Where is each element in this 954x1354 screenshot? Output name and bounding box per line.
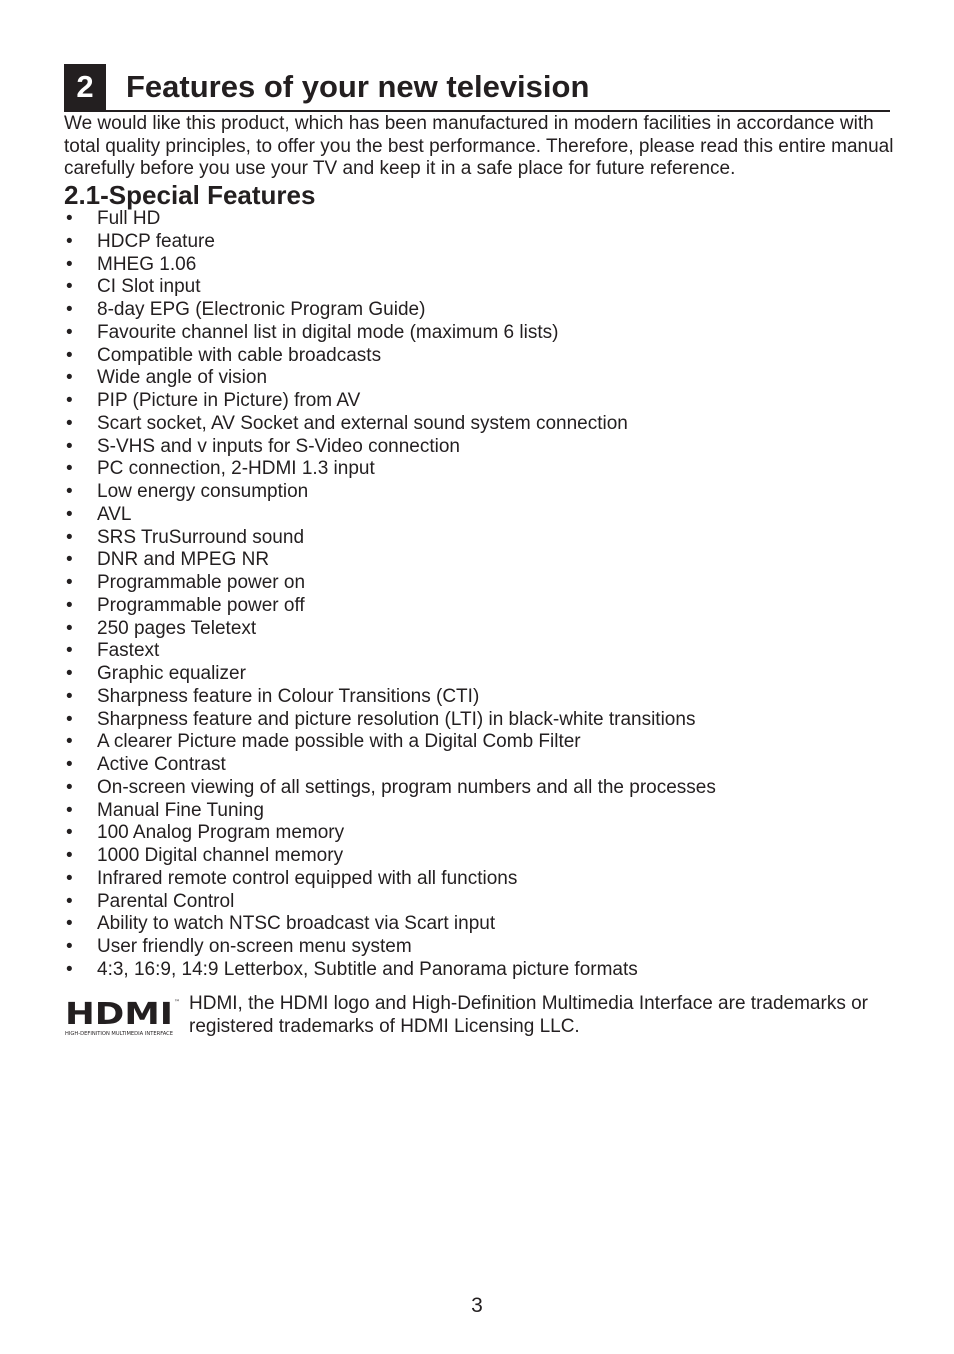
bullet-icon: • bbox=[66, 776, 73, 798]
feature-text: Parental Control bbox=[97, 890, 235, 912]
bullet-icon: • bbox=[66, 230, 73, 252]
feature-list-item bbox=[64, 504, 894, 527]
bullet-icon: • bbox=[66, 458, 73, 480]
feature-text: Sharpness feature and picture resolution (LTI) in black-white transitions bbox=[97, 708, 696, 730]
feature-text: MHEG 1.06 bbox=[97, 253, 197, 275]
bullet-icon: • bbox=[66, 572, 73, 593]
bullet-icon: • bbox=[66, 435, 73, 457]
bullet-icon: • bbox=[66, 503, 73, 525]
feature-list-item bbox=[64, 663, 894, 686]
feature-list-item bbox=[64, 891, 894, 914]
feature-text: Low energy consumption bbox=[97, 481, 309, 502]
bullet-icon: • bbox=[66, 845, 73, 866]
bullet-icon: • bbox=[66, 253, 73, 275]
feature-list-item bbox=[64, 913, 894, 936]
feature-text: S-VHS and v inputs for S-Video connection bbox=[97, 435, 460, 457]
bullet-icon: • bbox=[66, 412, 73, 434]
feature-list-item bbox=[64, 731, 894, 754]
feature-list-item bbox=[64, 481, 894, 504]
bullet-icon: • bbox=[66, 549, 73, 571]
bullet-icon: • bbox=[66, 276, 73, 298]
feature-list-item bbox=[64, 845, 894, 868]
feature-text: PIP (Picture in Picture) from AV bbox=[97, 390, 361, 411]
feature-list-item bbox=[64, 527, 894, 550]
bullet-icon: • bbox=[66, 299, 73, 320]
feature-list bbox=[64, 208, 894, 982]
feature-text: Compatible with cable broadcasts bbox=[97, 344, 382, 366]
feature-text: User friendly on-screen menu system bbox=[97, 936, 412, 957]
feature-text: 1000 Digital channel memory bbox=[97, 845, 344, 866]
bullet-icon: • bbox=[66, 754, 73, 775]
bullet-icon: • bbox=[66, 640, 73, 662]
feature-list-item bbox=[64, 572, 894, 595]
bullet-icon: • bbox=[66, 344, 73, 366]
feature-list-item bbox=[64, 777, 894, 800]
bullet-icon: • bbox=[66, 958, 73, 980]
feature-list-item bbox=[64, 754, 894, 777]
hdmi-logo-wordmark: HDMI bbox=[65, 997, 173, 1032]
feature-list-item bbox=[64, 436, 894, 459]
bullet-icon: • bbox=[66, 913, 73, 935]
feature-text: SRS TruSurround sound bbox=[97, 526, 305, 548]
feature-text: Full HD bbox=[97, 208, 161, 229]
hdmi-trademark-block bbox=[64, 993, 894, 1038]
feature-list-item bbox=[64, 595, 894, 618]
hdmi-logo-tm: ™ bbox=[174, 999, 180, 1006]
feature-text: 8-day EPG (Electronic Program Guide) bbox=[97, 299, 426, 320]
feature-text: 4:3, 16:9, 14:9 Letterbox, Subtitle and Panorama picture formats bbox=[97, 958, 638, 980]
feature-text: Wide angle of vision bbox=[97, 367, 268, 389]
feature-list-item bbox=[64, 686, 894, 709]
bullet-icon: • bbox=[66, 481, 73, 502]
bullet-icon: • bbox=[66, 390, 73, 411]
feature-text: PC connection, 2-HDMI 1.3 input bbox=[97, 458, 375, 480]
feature-list-item bbox=[64, 868, 894, 891]
feature-list-item bbox=[64, 367, 894, 390]
bullet-icon: • bbox=[66, 799, 73, 821]
feature-list-item bbox=[64, 276, 894, 299]
feature-text: 250 pages Teletext bbox=[97, 617, 257, 639]
feature-list-item bbox=[64, 390, 894, 413]
feature-list-item bbox=[64, 413, 894, 436]
bullet-icon: • bbox=[66, 526, 73, 548]
bullet-icon: • bbox=[66, 594, 73, 616]
bullet-icon: • bbox=[66, 708, 73, 730]
feature-list-item bbox=[64, 458, 894, 481]
bullet-icon: • bbox=[66, 936, 73, 957]
section-title: 2.1-Special Features bbox=[64, 180, 316, 210]
feature-text: Ability to watch NTSC broadcast via Scart input bbox=[97, 913, 496, 935]
bullet-icon: • bbox=[66, 822, 73, 844]
bullet-icon: • bbox=[66, 208, 73, 229]
feature-text: Graphic equalizer bbox=[97, 663, 246, 684]
bullet-icon: • bbox=[66, 617, 73, 639]
feature-text: Programmable power on bbox=[97, 572, 306, 593]
feature-list-item bbox=[64, 231, 894, 254]
chapter-number: 2 bbox=[64, 64, 106, 110]
feature-text: AVL bbox=[97, 503, 132, 525]
feature-text: Infrared remote control equipped with all functions bbox=[97, 867, 518, 889]
feature-text: Scart socket, AV Socket and external sound system connection bbox=[97, 412, 628, 434]
feature-list-item bbox=[64, 936, 894, 959]
bullet-icon: • bbox=[66, 890, 73, 912]
feature-text: HDCP feature bbox=[97, 230, 215, 252]
bullet-icon: • bbox=[66, 685, 73, 707]
feature-text: 100 Analog Program memory bbox=[97, 822, 345, 844]
feature-text: Manual Fine Tuning bbox=[97, 799, 264, 821]
feature-list-item bbox=[64, 254, 894, 277]
bullet-icon: • bbox=[66, 731, 73, 753]
feature-text: A clearer Picture made possible with a Digital Comb Filter bbox=[97, 731, 581, 753]
feature-list-item bbox=[64, 822, 894, 845]
feature-list-item bbox=[64, 345, 894, 368]
hdmi-logo bbox=[64, 995, 182, 1037]
feature-list-item bbox=[64, 618, 894, 641]
chapter-header bbox=[64, 64, 890, 112]
feature-text: CI Slot input bbox=[97, 276, 201, 298]
chapter-title: Features of your new television bbox=[126, 69, 590, 104]
feature-list-item bbox=[64, 640, 894, 663]
feature-list-item bbox=[64, 322, 894, 345]
feature-text: On-screen viewing of all settings, program numbers and all the processes bbox=[97, 776, 716, 798]
page-number: 3 bbox=[471, 1294, 483, 1317]
feature-list-item bbox=[64, 800, 894, 823]
bullet-icon: • bbox=[66, 367, 73, 389]
feature-list-item bbox=[64, 549, 894, 572]
hdmi-trademark-notice: HDMI, the HDMI logo and High-Definition Multimedia Interface are trademarks or registered trademarks of HDMI Licensing LLC. bbox=[189, 993, 868, 1037]
feature-text: Active Contrast bbox=[97, 754, 226, 775]
bullet-icon: • bbox=[66, 867, 73, 889]
feature-list-item bbox=[64, 709, 894, 732]
feature-text: DNR and MPEG NR bbox=[97, 549, 270, 571]
feature-list-item bbox=[64, 299, 894, 322]
feature-text: Sharpness feature in Colour Transitions (CTI) bbox=[97, 685, 480, 707]
bullet-icon: • bbox=[66, 321, 73, 343]
feature-list-item bbox=[64, 959, 894, 982]
hdmi-logo-tagline: HIGH-DEFINITION MULTIMEDIA INTERFACE bbox=[65, 1031, 173, 1037]
feature-text: Fastext bbox=[97, 640, 160, 662]
intro-paragraph: We would like this product, which has been manufactured in modern facilities in accordance with total quality principles, to offer you the best performance. Therefore, please read this entire manual carefully before you use your TV and keep it in a safe place for future reference. bbox=[64, 113, 894, 180]
feature-text: Favourite channel list in digital mode (maximum 6 lists) bbox=[97, 321, 559, 343]
feature-text: Programmable power off bbox=[97, 594, 305, 616]
feature-list-item bbox=[64, 208, 894, 231]
bullet-icon: • bbox=[66, 663, 73, 684]
